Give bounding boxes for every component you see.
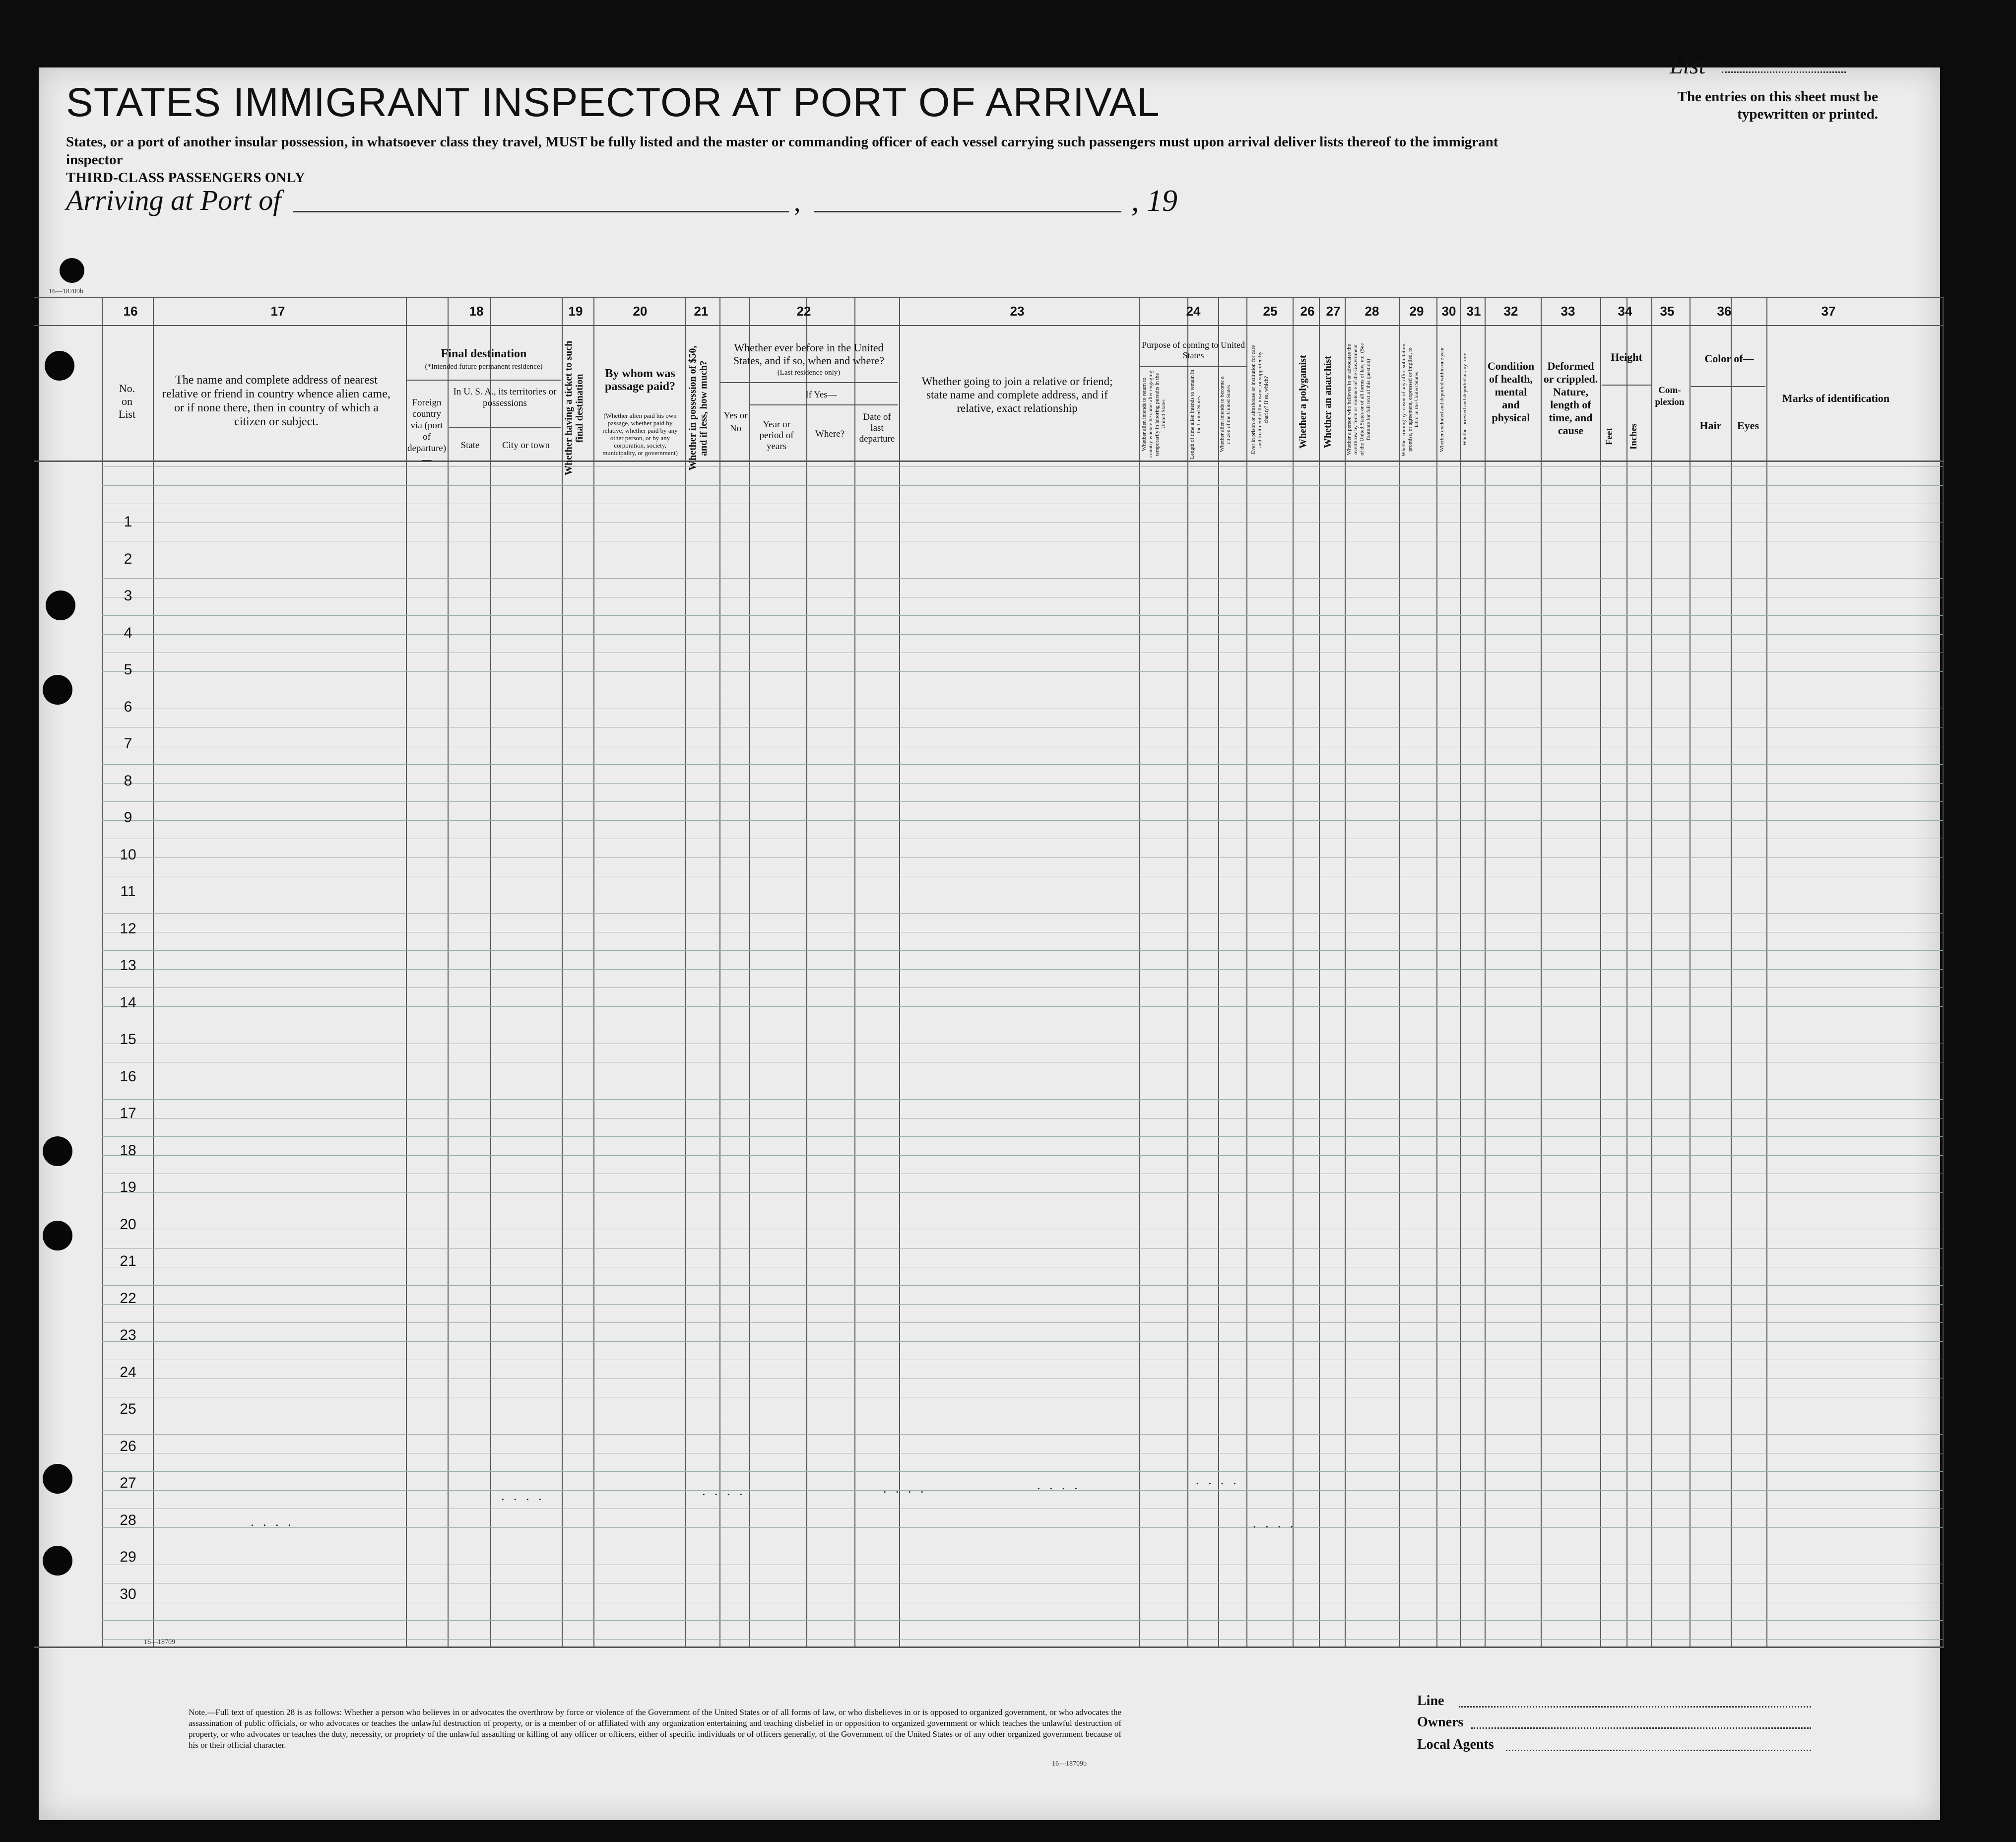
- row-line: [102, 1099, 1943, 1100]
- form-sheet: [39, 67, 1940, 1820]
- row-line: [102, 820, 1943, 821]
- header-inches: Inches: [1628, 423, 1639, 450]
- binder-hole: [60, 258, 84, 283]
- header-marks: Marks of identification: [1782, 392, 1890, 404]
- row-number: 12: [120, 921, 136, 937]
- header-ticket: Whether having a ticket to such final destination: [563, 340, 585, 476]
- row-line: [102, 969, 1943, 970]
- column-line: [1436, 297, 1437, 1646]
- local-agents-label: Local Agents: [1417, 1737, 1494, 1752]
- header-name-address: The name and complete address of nearest relative or friend in country whence alien came, or if none there, then in country of which a citizen or subject.: [162, 374, 390, 428]
- row-number: 9: [124, 809, 132, 826]
- column-line: [1541, 297, 1542, 1646]
- colnum-22: 22: [796, 304, 811, 319]
- colnum-31: 31: [1466, 304, 1481, 319]
- colnum-33: 33: [1561, 304, 1575, 319]
- row-line: [102, 615, 1943, 616]
- row-number: 18: [120, 1142, 136, 1159]
- column-line: [1293, 297, 1294, 1646]
- row-line: [102, 1155, 1943, 1156]
- row-number: 30: [120, 1586, 136, 1602]
- header-where: Where?: [815, 429, 845, 439]
- column-line: [490, 297, 491, 1646]
- row-line: [102, 913, 1943, 914]
- colnum-35: 35: [1660, 304, 1675, 319]
- ink-marks: . . . .: [1196, 1473, 1239, 1487]
- colnum-28: 28: [1365, 304, 1379, 319]
- column-line: [1187, 297, 1188, 1646]
- row-line: [102, 1527, 1943, 1528]
- column-line: [685, 297, 686, 1646]
- grid-header-line: [34, 325, 1944, 326]
- header-foreign-country: Foreign country via (port of departure)—: [407, 397, 447, 465]
- header-year-period: Year or period of years: [759, 419, 794, 452]
- header-prison: Ever in prison or almshouse or institution for care and treatment of the insane, or supported by charity? If so, which?: [1250, 345, 1269, 454]
- binder-hole: [43, 1221, 72, 1250]
- colnum-19: 19: [568, 304, 583, 319]
- colnum-17: 17: [270, 304, 285, 319]
- binder-hole: [46, 591, 75, 620]
- intro-line-2: THIRD-CLASS PASSENGERS ONLY: [66, 170, 305, 186]
- header-yes-no: Yes or No: [723, 410, 748, 434]
- owners-field[interactable]: [1471, 1727, 1811, 1729]
- colnum-36: 36: [1717, 304, 1732, 319]
- header-anarchist: Whether an anarchist: [1322, 356, 1333, 448]
- header-state: State: [460, 440, 480, 451]
- header-purpose-return: Whether alien intends to return to country whence he came after engaging temporarily in laboring pursuits in the United States: [1141, 371, 1167, 458]
- column-line: [1139, 297, 1140, 1646]
- row-number: 26: [120, 1438, 136, 1454]
- page-title: STATES IMMIGRANT INSPECTOR AT PORT OF ARRIVAL: [66, 80, 1160, 125]
- subheader-line: [449, 427, 561, 428]
- header-purpose: Purpose of coming to United States: [1142, 340, 1245, 360]
- row-number: 29: [120, 1549, 136, 1565]
- typewritten-note: The entries on this sheet must be typewritten or printed.: [1677, 89, 1878, 122]
- header-q29: Whether coming by reason of any offer, solicitation, promise, or agreement, expressed or implied, to labor in the United States: [1401, 342, 1420, 457]
- binder-hole: [43, 675, 72, 705]
- date-field[interactable]: [814, 211, 1121, 212]
- colnum-27: 27: [1326, 304, 1341, 319]
- ink-marks: . . . .: [883, 1481, 927, 1496]
- column-line: [854, 297, 855, 1646]
- colnum-24: 24: [1186, 304, 1201, 319]
- row-line: [102, 857, 1943, 858]
- column-line: [1319, 297, 1320, 1646]
- header-last-residence: (Last residence only): [777, 369, 841, 377]
- port-field[interactable]: [293, 211, 789, 212]
- binder-hole: [43, 1136, 72, 1166]
- row-number: 27: [120, 1475, 136, 1491]
- header-eyes: Eyes: [1737, 419, 1759, 432]
- list-number-field[interactable]: [1722, 71, 1846, 73]
- row-number: 22: [120, 1290, 136, 1307]
- colnum-29: 29: [1409, 304, 1424, 319]
- column-line: [749, 297, 750, 1646]
- row-line: [102, 634, 1943, 635]
- year-prefix: , 19: [1131, 184, 1177, 218]
- row-line: [102, 987, 1943, 988]
- header-final-destination: Final destination: [441, 347, 527, 360]
- ink-marks: . . . .: [1037, 1478, 1081, 1492]
- column-line: [1485, 297, 1486, 1646]
- row-number: 25: [120, 1401, 136, 1417]
- binder-hole: [43, 1546, 72, 1576]
- row-line: [102, 801, 1943, 802]
- footnote-q28: Note.—Full text of question 28 is as follows: Whether a person who believes in or advocates the overthrow by force or violence of the Government of the United States or of all forms of law, or who disbelieves in or is opposed to organized government, or who advocates the assassination of public officials, or who advocates or teaches the unlawful destruction of property, or is a member of or affiliated with any organization entertaining and teaching disbelief in or opposition to organized government or which teaches the unlawful destruction of property, or who advocates or teaches the duty, necessity, or propriety of the unlawful assaulting or killing of any officer or officers, either of specific individuals or of officers generally, of the Government of the United States or of any other organized government because of his or their official character.: [189, 1708, 1121, 1750]
- header-by-whom: By whom was passage paid?: [604, 367, 676, 393]
- colnum-34: 34: [1618, 304, 1632, 319]
- column-line: [153, 297, 154, 1646]
- list-label: List: [1670, 53, 1706, 79]
- row-number: 24: [120, 1364, 136, 1381]
- owners-label: Owners: [1417, 1714, 1464, 1730]
- column-line: [1766, 297, 1767, 1646]
- binder-hole: [45, 351, 74, 381]
- colnum-20: 20: [633, 304, 648, 319]
- header-height: Height: [1611, 351, 1642, 363]
- header-no-on-list: No. on List: [118, 382, 136, 420]
- row-number: 28: [120, 1512, 136, 1528]
- row-line: [102, 466, 1943, 467]
- form-number-note: 16—18709b: [1052, 1760, 1087, 1768]
- header-q28: Whether a person who believes in or advocates the overthrow by force or violence of the Government of the United States or of all forms of law, etc. (See footnote for full text of this question): [1346, 343, 1371, 456]
- header-feet: Feet: [1604, 428, 1615, 446]
- row-line: [102, 1620, 1943, 1621]
- row-number: 23: [120, 1327, 136, 1343]
- row-line: [102, 1285, 1943, 1286]
- column-line: [1460, 297, 1461, 1646]
- ink-marks: . . . .: [501, 1489, 545, 1503]
- line-label: Line: [1417, 1693, 1444, 1709]
- colnum-16: 16: [123, 304, 138, 319]
- subheader-line: [749, 404, 898, 405]
- colnum-23: 23: [1010, 304, 1025, 319]
- header-ever-before: Whether ever before in the United States, and if so, when and where?: [733, 341, 885, 367]
- row-line: [102, 1304, 1943, 1305]
- header-q31: Whether arrested and deported at any time: [1462, 353, 1468, 446]
- row-number: 2: [124, 551, 132, 567]
- row-number: 14: [120, 994, 136, 1011]
- column-line: [593, 297, 594, 1646]
- row-line: [102, 1490, 1943, 1491]
- colnum-37: 37: [1821, 304, 1836, 319]
- row-line: [102, 1341, 1943, 1342]
- column-line: [1651, 297, 1652, 1646]
- subheader-line: [1602, 385, 1651, 386]
- row-line: [102, 1639, 1943, 1640]
- row-number: 20: [120, 1216, 136, 1233]
- colnum-18: 18: [469, 304, 484, 319]
- header-purpose-length: Length of time alien intends to remain in the United States: [1189, 370, 1202, 459]
- grid-header-bottom: [34, 460, 1944, 462]
- header-color-of: Color of—: [1704, 352, 1754, 365]
- binder-hole: [43, 1464, 72, 1494]
- row-line: [102, 764, 1943, 765]
- header-date-departure: Date of last departure: [859, 412, 895, 444]
- row-number: 10: [120, 847, 136, 863]
- row-number: 16: [120, 1068, 136, 1085]
- subheader-line: [1140, 366, 1246, 367]
- row-line: [102, 783, 1943, 784]
- column-line: [1690, 297, 1691, 1646]
- column-line: [1399, 297, 1400, 1646]
- header-purpose-citizen: Whether alien intends to become a citizen of the United States: [1219, 376, 1232, 453]
- colnum-26: 26: [1300, 304, 1315, 319]
- row-number: 6: [124, 699, 132, 715]
- intro-line-1: States, or a port of another insular possession, in whatsoever class they travel, MUST be fully listed and the master or commanding officer of each vessel carrying such passengers must upon arrival deliver lists thereof to the immigrant inspector: [66, 134, 1498, 168]
- column-line: [1943, 297, 1944, 1646]
- arriving-label: Arriving at Port of: [66, 184, 281, 216]
- line-field[interactable]: [1459, 1706, 1811, 1708]
- row-line: [102, 1471, 1943, 1472]
- column-line: [1246, 297, 1247, 1646]
- subheader-line: [719, 382, 898, 383]
- column-line: [102, 297, 103, 1646]
- row-line: [102, 1434, 1943, 1435]
- header-deformed: Deformed or crippled. Nature, length of time, and cause: [1543, 360, 1598, 437]
- row-line: [102, 1322, 1943, 1323]
- colnum-25: 25: [1263, 304, 1278, 319]
- grid-bottom-line: [34, 1646, 1944, 1648]
- row-line: [102, 1006, 1943, 1007]
- column-line: [806, 297, 807, 1646]
- ink-marks: . . . .: [1253, 1516, 1297, 1530]
- grid-top-line: [34, 297, 1944, 298]
- row-number: 17: [120, 1105, 136, 1121]
- colnum-30: 30: [1441, 304, 1456, 319]
- column-line: [1731, 297, 1732, 1646]
- column-line: [1345, 297, 1346, 1646]
- header-polygamist: Whether a polygamist: [1298, 355, 1308, 449]
- row-number: 15: [120, 1031, 136, 1048]
- comma: ,: [794, 187, 801, 217]
- row-number: 19: [120, 1179, 136, 1195]
- local-agents-field[interactable]: [1506, 1750, 1811, 1751]
- row-number: 11: [120, 883, 136, 900]
- row-line: [102, 1136, 1943, 1137]
- row-number: 13: [120, 957, 136, 974]
- ink-marks: . . . .: [702, 1484, 746, 1498]
- header-final-destination-note: (*Intended future permanent residence): [425, 363, 543, 371]
- header-complexion: Com-plexion: [1655, 385, 1685, 407]
- subheader-line: [1691, 386, 1765, 387]
- header-join-relative: Whether going to join a relative or friend; state name and complete address, and if relative, exact relationship: [921, 375, 1113, 414]
- column-line: [1626, 297, 1627, 1646]
- colnum-32: 32: [1503, 304, 1518, 319]
- header-city-or-town: City or town: [502, 440, 550, 451]
- subheader-line: [407, 380, 561, 381]
- colnum-21: 21: [694, 304, 709, 319]
- row-number: 1: [124, 514, 132, 530]
- row-number: 21: [120, 1253, 136, 1269]
- header-q30: Whether excluded and deported within one year: [1439, 347, 1445, 452]
- row-number: 4: [124, 625, 132, 641]
- intro-text: [66, 133, 1555, 187]
- row-line: [102, 671, 1943, 672]
- row-line: [102, 1248, 1943, 1249]
- header-condition: Condition of health, mental and physical: [1487, 360, 1535, 424]
- form-number-bottom: 16—18709: [144, 1639, 175, 1646]
- header-hair: Hair: [1699, 419, 1722, 432]
- header-possession-50: Whether in possession of $50, and if less, how much?: [687, 345, 709, 471]
- row-line: [102, 950, 1943, 951]
- column-line: [1600, 297, 1601, 1646]
- header-if-yes: If Yes—: [805, 390, 837, 400]
- form-number-top: 16—18709b: [49, 288, 83, 295]
- row-line: [102, 485, 1943, 486]
- row-line: [102, 578, 1943, 579]
- column-line: [562, 297, 563, 1646]
- row-number: 8: [124, 773, 132, 789]
- header-by-whom-note: (Whether alien paid his own passage, whether paid by relative, whether paid by any other person, or by any corporation, society, municipality, or government): [602, 412, 678, 457]
- column-line: [1218, 297, 1219, 1646]
- row-number: 3: [124, 588, 132, 604]
- row-number: 5: [124, 661, 132, 678]
- column-line: [719, 297, 720, 1646]
- header-in-usa: In U. S. A., its territories or possessions: [453, 387, 557, 408]
- column-line: [406, 297, 407, 1646]
- column-line: [448, 297, 449, 1646]
- ink-marks: . . . .: [251, 1514, 294, 1529]
- column-line: [899, 297, 900, 1646]
- row-number: 7: [124, 735, 132, 752]
- row-line: [102, 1192, 1943, 1193]
